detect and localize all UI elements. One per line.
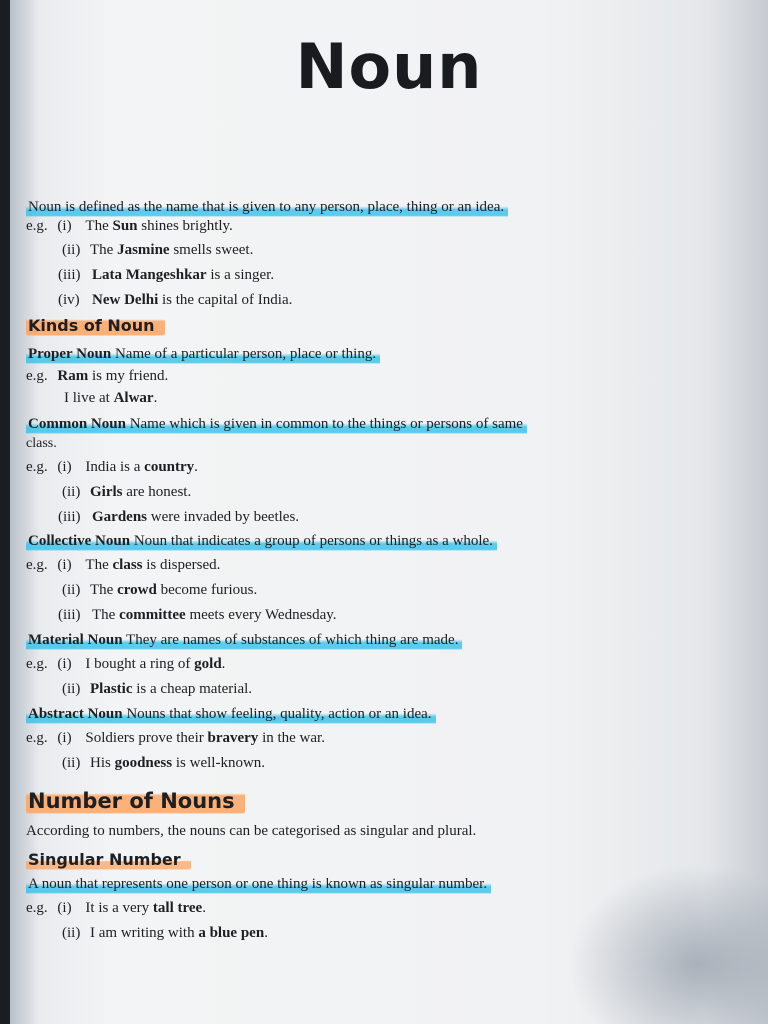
- example-bold: New Delhi: [92, 292, 159, 308]
- example-text: .: [202, 900, 206, 916]
- example-text: is a cheap material.: [132, 681, 253, 697]
- example-line: [52, 580, 257, 600]
- example-bold: Alwar: [113, 390, 154, 406]
- definition-text: Noun is defined as the name that is given to any person, place, thing or an idea.: [26, 199, 508, 217]
- common-noun-desc-cont: class.: [26, 436, 57, 451]
- example-number: (iii): [58, 267, 81, 283]
- example-bold: gold: [194, 656, 222, 672]
- example-text: .: [221, 656, 226, 672]
- example-number: (ii): [62, 484, 81, 500]
- example-text: The: [85, 557, 113, 573]
- singular-desc: A noun that represents one person or one thing is known as singular number.: [26, 876, 491, 894]
- example-line: [26, 555, 220, 575]
- proper-noun-desc: Name of a particular person, place or thing.: [111, 346, 377, 362]
- example-line: [52, 753, 265, 773]
- example-line: [52, 679, 252, 699]
- example-bold: Sun: [112, 218, 138, 234]
- example-bold: Ram: [57, 368, 89, 384]
- example-text: smells sweet.: [169, 242, 254, 258]
- example-bold: committee: [119, 607, 186, 623]
- example-text: .: [153, 390, 158, 406]
- example-line: [52, 507, 299, 527]
- abstract-noun-desc: Nouns that show feeling, quality, action or an idea.: [122, 706, 432, 722]
- common-noun-line: [26, 414, 527, 434]
- kinds-heading: Kinds of Noun: [26, 315, 165, 336]
- collective-noun-desc: Noun that indicates a group of persons or things as a whole.: [130, 533, 493, 549]
- example-number: (i): [57, 730, 72, 746]
- example-number: (ii): [62, 755, 81, 771]
- example-text: is the capital of India.: [158, 292, 293, 308]
- number-desc: According to numbers, the nouns can be categorised as singular and plural.: [26, 823, 477, 839]
- common-noun-desc: Name which is given in common to the things or persons of same: [125, 416, 523, 432]
- eg-prefix: e.g.: [26, 730, 48, 746]
- number-heading-line: [26, 787, 245, 818]
- example-line: [26, 457, 198, 477]
- example-number: (ii): [62, 582, 81, 598]
- example-text: is dispersed.: [142, 557, 221, 573]
- example-text: The: [90, 582, 118, 598]
- example-text: become furious.: [156, 582, 258, 598]
- number-heading: Number of Nouns: [26, 788, 245, 814]
- example-bold: country: [144, 459, 195, 475]
- eg-prefix: e.g.: [26, 900, 48, 916]
- number-desc-line: [26, 821, 476, 841]
- example-line: [52, 605, 337, 625]
- abstract-noun-term: Abstract Noun: [28, 706, 123, 722]
- example-line: [64, 388, 157, 408]
- example-bold: Girls: [90, 484, 123, 500]
- example-text: India is a: [85, 459, 145, 475]
- example-number: (i): [57, 656, 72, 672]
- example-text: His: [90, 755, 115, 771]
- example-text: are honest.: [122, 484, 192, 500]
- example-text: is well-known.: [172, 755, 266, 771]
- example-bold: class: [112, 557, 143, 573]
- common-noun-line-2: [26, 434, 57, 454]
- example-bold: Lata Mangeshkar: [92, 267, 207, 283]
- proper-noun-line: [26, 344, 380, 364]
- example-number: (iii): [58, 509, 81, 525]
- example-bold: Jasmine: [117, 242, 170, 258]
- example-number: (i): [57, 459, 72, 475]
- example-line: [26, 216, 233, 236]
- example-text: The: [90, 242, 118, 258]
- kinds-heading-line: [26, 316, 165, 337]
- example-number: (i): [57, 218, 72, 234]
- eg-prefix: e.g.: [26, 218, 48, 234]
- collective-noun-term: Collective Noun: [28, 533, 131, 549]
- proper-noun-term: Proper Noun: [28, 346, 112, 362]
- singular-desc-line: [26, 874, 491, 894]
- example-text: I am writing with: [90, 925, 199, 941]
- abstract-noun-line: [26, 704, 436, 724]
- example-text: The: [92, 607, 120, 623]
- example-text: It is a very: [85, 900, 153, 916]
- material-noun-term: Material Noun: [28, 632, 123, 648]
- example-text: meets every Wednesday.: [185, 607, 337, 623]
- example-text: .: [264, 925, 268, 941]
- example-number: (ii): [62, 242, 81, 258]
- example-line: [26, 654, 225, 674]
- example-bold: goodness: [114, 755, 173, 771]
- material-noun-line: [26, 630, 462, 650]
- example-line: [52, 290, 292, 310]
- example-text: is a singer.: [206, 267, 275, 283]
- example-text: in the war.: [258, 730, 325, 746]
- example-text: .: [194, 459, 198, 475]
- eg-prefix: e.g.: [26, 368, 48, 384]
- singular-heading-line: [26, 850, 191, 871]
- page-title: Noun: [295, 30, 483, 103]
- material-noun-desc: They are names of substances of which thing are made.: [122, 632, 459, 648]
- example-number: (ii): [62, 925, 81, 941]
- eg-prefix: e.g.: [26, 656, 48, 672]
- definition-line: [26, 197, 508, 217]
- example-number: (iv): [58, 292, 80, 308]
- example-bold: bravery: [207, 730, 259, 746]
- textbook-page: [10, 0, 768, 1024]
- example-text: Soldiers prove their: [85, 730, 208, 746]
- example-line: [26, 728, 325, 748]
- example-number: (ii): [62, 681, 81, 697]
- example-number: (iii): [58, 607, 81, 623]
- collective-noun-line: [26, 531, 497, 551]
- example-line: [52, 923, 268, 943]
- example-text: I live at: [64, 390, 114, 406]
- example-line: [26, 366, 168, 386]
- example-bold: tall tree: [152, 900, 203, 916]
- example-bold: Gardens: [92, 509, 148, 525]
- singular-heading: Singular Number: [26, 849, 191, 870]
- example-text: The: [85, 218, 113, 234]
- example-line: [52, 265, 274, 285]
- eg-prefix: e.g.: [26, 557, 48, 573]
- example-text: shines brightly.: [137, 218, 233, 234]
- example-text: is my friend.: [88, 368, 169, 384]
- example-line: [26, 898, 206, 918]
- example-text: I bought a ring of: [85, 656, 195, 672]
- example-text: were invaded by beetles.: [147, 509, 300, 525]
- example-number: (i): [57, 900, 72, 916]
- example-number: (i): [57, 557, 72, 573]
- page-shadow: [568, 864, 768, 1024]
- example-bold: Plastic: [90, 681, 133, 697]
- example-line: [52, 482, 191, 502]
- eg-prefix: e.g.: [26, 459, 48, 475]
- example-bold: a blue pen: [198, 925, 265, 941]
- example-bold: crowd: [117, 582, 157, 598]
- example-line: [52, 240, 253, 260]
- common-noun-term: Common Noun: [28, 416, 126, 432]
